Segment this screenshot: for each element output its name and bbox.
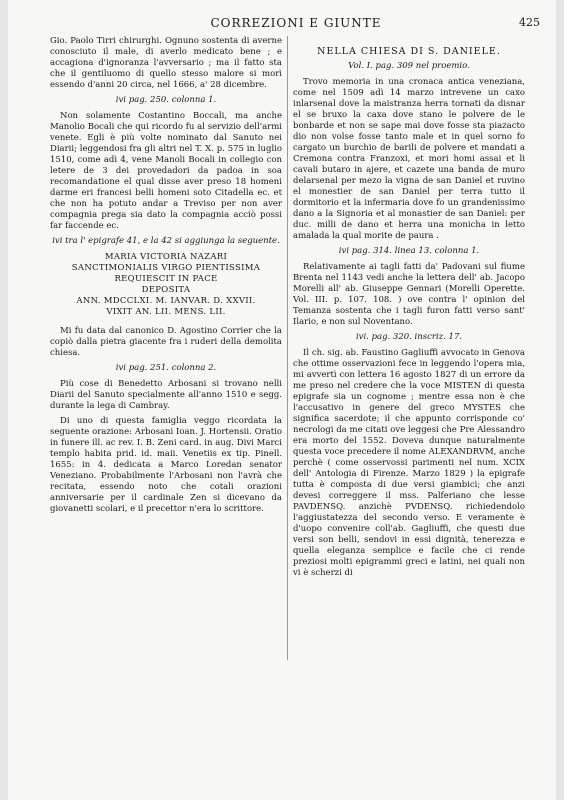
inscription-line: SANCTIMONIALIS VIRGO PIENTISSIMA (71, 263, 261, 273)
inscription-line: VIXIT AN. LII. MENS. LII. (106, 307, 226, 317)
paragraph: Gio. Paolo Tirri chirurghi. Ognuno sostenta di averne conosciuto il male, di averlo medicato bene ; e accagiona d'ignoranza l'avversario ; ma il fatto sta che il gentiluomo di quello stesso malore si morì essendo d'anni 20 circa, nel 1666, a' 28 dicembre. (50, 36, 282, 90)
inscription-line: MARIA VICTORIA NAZARI (104, 252, 228, 262)
document-page (8, 0, 556, 800)
citation-heading: ivi pag. 250. colonna 1. (115, 95, 217, 105)
citation-heading: ivi. pag. 320. inscriz. 17. (355, 332, 463, 342)
inscription-line: ANN. MDCCLXI. M. IANVAR. D. XXVII. (76, 296, 256, 306)
running-title: CORREZIONI E GIUNTE (210, 16, 382, 30)
right-column (293, 36, 525, 583)
page-header (48, 16, 544, 32)
epigraph-inscription (50, 252, 282, 318)
inscription-line: REQUIESCIT IN PACE (114, 274, 218, 284)
paragraph: Non solamente Costantino Boccali, ma anche Manolio Bocali che qui ricordo fu al servizio dell'armi venete. Egli è più volte nominato dal Sanuto nei Diarii; leggendosi fra gli altri nel T. X. p. 575 in luglio 1510, come adì 4, vene Manoli Bocali in collegio con letere de 3 dei provedadori da padoa in soa recomandatione el qual disse aver preso 18 homeni darme eri francesi belli homeni soto Citadella ec. et che non ha potuto andar a Treviso per non aver compagnia prega sia dato la compagnia acciò possi far faccende ec. (50, 111, 282, 231)
citation-heading: ivi pag. 251. colonna 2. (115, 363, 217, 373)
paragraph: Di uno di questa famiglia veggo ricordata la seguente orazione: Arbosani Ioan. J. Hortensii. Oratio in funere ill. ac rev. I. B. Zeni card. in aug. Divi Marci templo habita prid. id. maii. Venetiis ex tip. Pinell. 1655: in 4. dedicata a Marco Loredan senator Veneziano. Probabilmente l'Arbosani non l'avrà che recitata, essendo noto che cotali orazioni anniversarie per il cardinale Zen si dicevano da giovanetti scolari, e il precettor n'era lo scrittore. (50, 416, 282, 514)
paragraph: Mi fu data dal canonico D. Agostino Corrier che la copiò dalla pietra giacente fra i ruderi della demolita chiesa. (50, 326, 282, 358)
citation-heading: ivi tra l' epigrafe 41, e la 42 si aggiunga la seguente. (52, 236, 280, 246)
paragraph: Trovo memoria in una cronaca antica veneziana, come nel 1509 adì 14 marzo intrevene un caxo inlarsenal dove la maistranza herra tornati da disnar el se bruxo la caxa dove stano le polvere de le bonbarde et non se sape mai dove fosse sta piazacto dio non volse fosse tanto male et in quel sorno fo cargato un burchio de barili de polvere et mandati a Cremona contra Franzoxi, et mori homi assai et li cavali butaro in ajere, et cazete una banda de muro delarsenal per mezo la vigna de san Daniel et ruvino el monestier de san Daniel per terra tutto il dormitorio et la infermaria dove fo un grandenissimo dano a la Signoria et al monastier de san Daniel: per duc. milli de dano et herra una monicha in letto amalada la qual morite de paura . (293, 77, 525, 241)
paragraph: Il ch. sig. ab. Faustino Gagliuffi avvocato in Genova che ottime osservazioni fece in leggendo l'opera mia, mi avvertì con lettera 16 agosto 1827 di un errore da me preso nel credere che la voce MISTEN di questa epigrafe sia un cognome ; mentre essa non è che l'accusativo in genere del greco MYSTES che significa sacerdote; il che appunto corrisponde co' necrologi da me citati ove leggesi che Pre Alessandro era morto del 1552. Doveva dunque naturalmente questa voce precedere il nome ALEXANDRVM, anche perchè ( come osservossi parimenti nel num. XCIX dell' Antologia di Firenze. Marzo 1829 ) la epigrafe tutta è composta di due versi giambici; che anzi devesi correggere il mss. Palferiano che lesse PAVDENSQ. anzichè PVDENSQ. richiedendolo l'aggiustatezza del secondo verso. E veramente è d'uopo convenire coll'ab. Gagliuffi, che questi due versi son belli, sendovi in essi dignità, tenerezza e quella eleganza semplice e facile che ci rende preziosi molti epigrammi greci e latini, nei quali non vi è scherzi di (293, 348, 525, 578)
citation-heading: ivi pag. 314. linea 13. colonna 1. (338, 246, 480, 256)
section-heading: NELLA CHIESA DI S. DANIELE. (317, 46, 501, 57)
column-divider (287, 36, 288, 660)
citation-heading: Vol. I. pag. 309 nel proemio. (348, 61, 470, 71)
paragraph: Relativamente ai tagli fatti da' Padovani sul fiume Brenta nel 1143 vedi anche la lettera dell' ab. Jacopo Morelli all' ab. Giuseppe Gennari (Morelli Operette. Vol. III. p. 107. 108. ) ove contra l' opinion del Temanza sostenta che i tagli furon fatti verso sant' Ilario, e non sul Noventano. (293, 262, 525, 327)
paragraph: Più cose di Benedetto Arbosani si trovano nelli Diarii del Sanuto specialmente all'anno 1510 e segg. durante la lega di Cambray. (50, 379, 282, 411)
left-column (50, 36, 282, 519)
inscription-line: DEPOSITA (141, 285, 191, 295)
page-number: 425 (519, 16, 540, 29)
